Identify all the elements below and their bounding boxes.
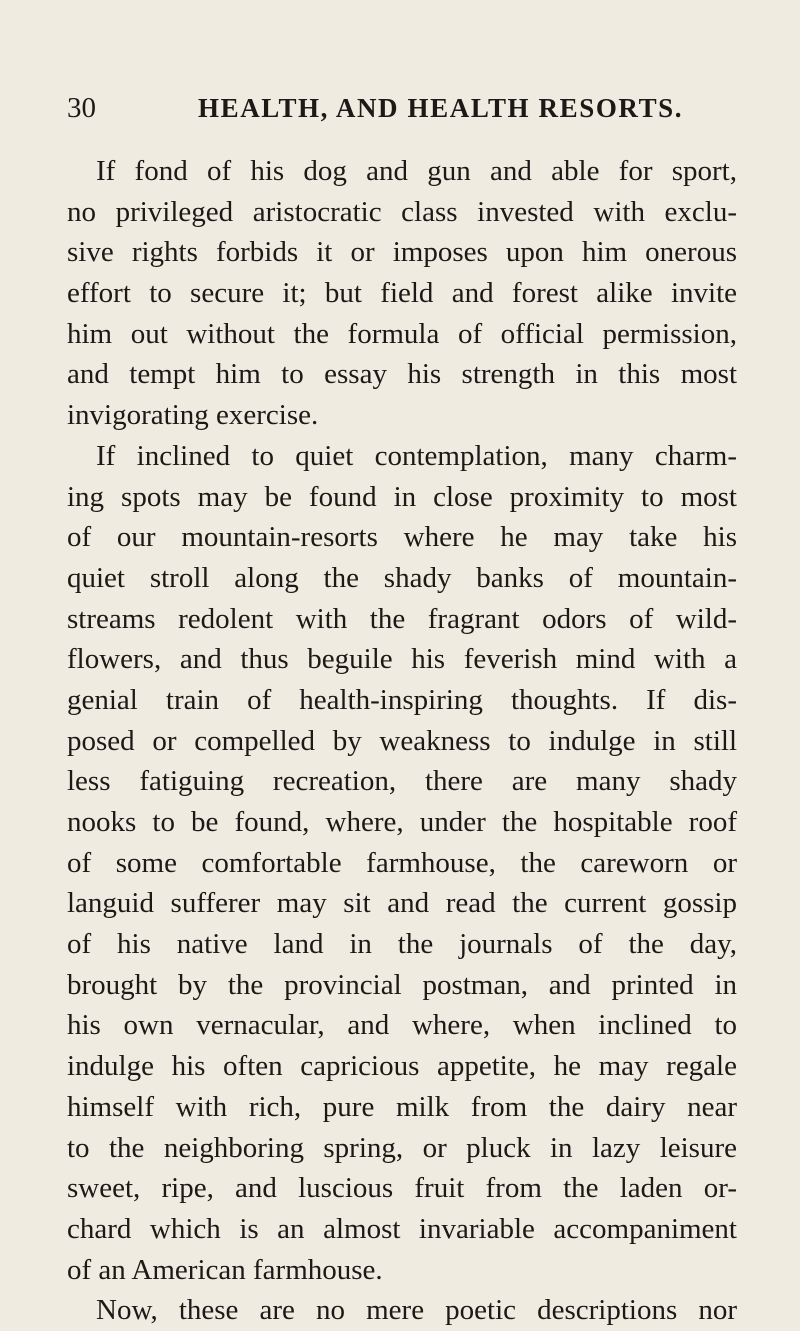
running-title: HEALTH, AND HEALTH RESORTS. — [198, 93, 684, 123]
text-line: If inclined to quiet contemplation, many charm- — [96, 439, 737, 472]
text-line: him out without the formula of official permission, — [67, 317, 737, 350]
text-line: ing spots may be found in close proximity to most — [67, 480, 737, 513]
text-line: and tempt him to essay his strength in this most — [67, 358, 737, 391]
text-line: posed or compelled by weakness to indulge in still — [67, 724, 737, 757]
text-line: of some comfortable farmhouse, the careworn or — [67, 846, 737, 879]
text-line: sweet, ripe, and luscious fruit from the laden or- — [67, 1172, 737, 1205]
text-line: of his native land in the journals of the day, — [67, 928, 737, 961]
page-number: 30 — [67, 92, 96, 124]
text-line: chard which is an almost invariable accompaniment — [67, 1212, 737, 1245]
text-line: If fond of his dog and gun and able for sport, — [96, 155, 737, 187]
running-head — [67, 88, 737, 128]
text-line: Now, these are no mere poetic descriptions nor — [96, 1294, 737, 1327]
text-line: sive rights forbids it or imposes upon him onerous — [67, 236, 737, 269]
text-line: quiet stroll along the shady banks of mountain- — [67, 561, 737, 594]
text-line: genial train of health-inspiring thoughts. If dis- — [67, 683, 737, 716]
text-line: streams redolent with the fragrant odors of wild- — [67, 602, 737, 635]
body-text — [67, 151, 737, 1331]
text-line: brought by the provincial postman, and printed in — [67, 968, 737, 1001]
text-line: himself with rich, pure milk from the dairy near — [67, 1090, 737, 1123]
text-line: of our mountain-resorts where he may take his — [67, 521, 737, 554]
text-line: indulge his often capricious appetite, he may regale — [67, 1050, 737, 1083]
text-line: invigorating exercise. — [67, 399, 319, 432]
text-line: less fatiguing recreation, there are many shady — [67, 765, 737, 798]
text-line: his own vernacular, and where, when inclined to — [67, 1009, 737, 1042]
text-line: nooks to be found, where, under the hospitable roof — [67, 806, 737, 838]
text-line: to the neighboring spring, or pluck in lazy leisure — [67, 1131, 737, 1164]
text-line: effort to secure it; but field and forest alike invite — [67, 277, 737, 310]
text-line: of an American farmhouse. — [67, 1253, 383, 1286]
text-line: flowers, and thus beguile his feverish mind with a — [67, 643, 737, 676]
text-line: no privileged aristocratic class invested with exclu- — [67, 195, 737, 228]
text-line: languid sufferer may sit and read the current gossip — [67, 887, 737, 920]
